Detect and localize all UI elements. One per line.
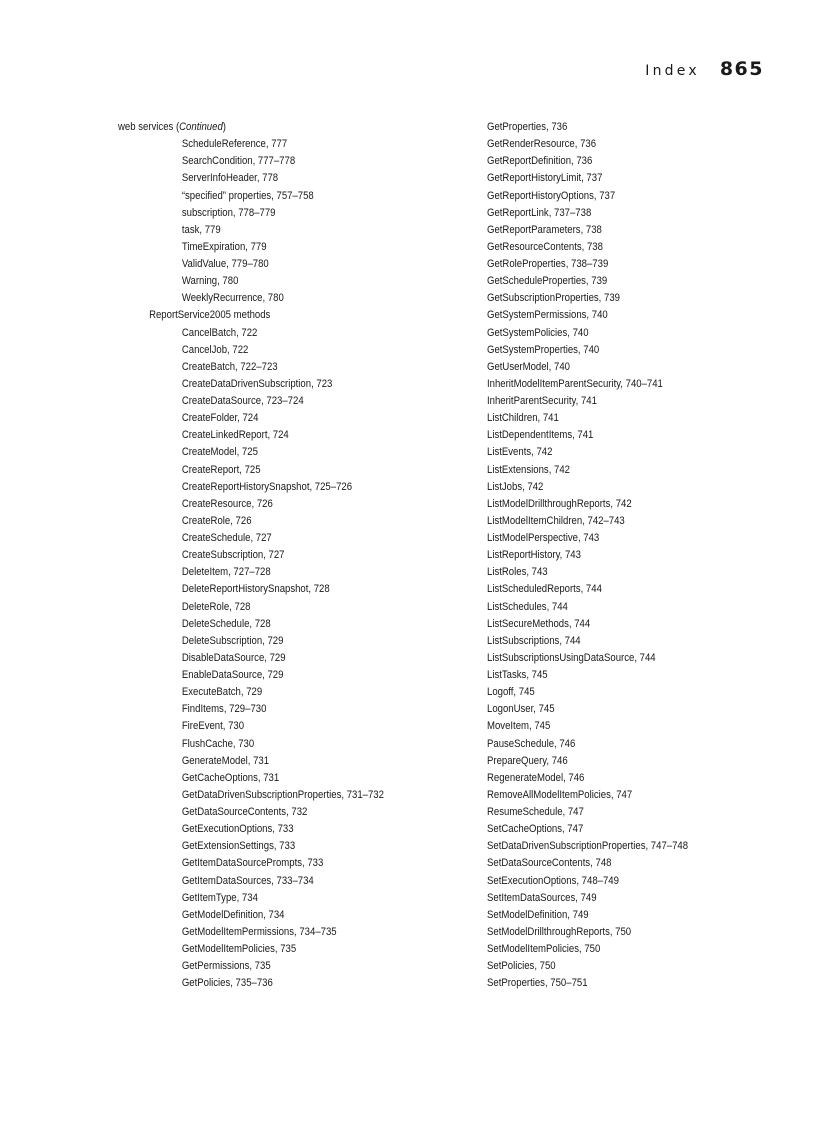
index-entry bbox=[487, 890, 688, 907]
entry-text: CreateReportHistorySnapshot, 725–726 bbox=[181, 480, 353, 493]
entry-text: DeleteItem, 727–728 bbox=[181, 566, 271, 579]
index-entry bbox=[118, 307, 384, 324]
index-entry bbox=[487, 513, 688, 530]
index-entry bbox=[118, 205, 384, 222]
entry-text: InheritModelItemParentSecurity, 740–741 bbox=[487, 377, 663, 390]
entry-text: CreateDataSource, 723–724 bbox=[181, 395, 304, 407]
entry-text: ListModelPerspective, 743 bbox=[487, 532, 600, 544]
index-entry bbox=[118, 958, 384, 975]
index-entry bbox=[118, 753, 384, 770]
index-entry bbox=[487, 170, 688, 187]
entry-text: SetDataSourceContents, 748 bbox=[487, 857, 612, 870]
entry-text: CancelJob, 722 bbox=[181, 343, 249, 356]
entry-text: GetExtensionSettings, 733 bbox=[181, 840, 296, 853]
index-entry bbox=[118, 804, 384, 821]
index-entry bbox=[118, 581, 384, 598]
entry-text: ListModelDrillthroughReports, 742 bbox=[487, 497, 632, 510]
entry-text: DeleteSubscription, 729 bbox=[181, 634, 284, 647]
entry-text: GetDataDrivenSubscriptionProperties, 731–732 bbox=[181, 788, 384, 801]
index-entry bbox=[487, 205, 688, 222]
index-entry bbox=[487, 530, 688, 547]
entry-text: GetReportHistoryOptions, 737 bbox=[487, 189, 616, 202]
continued-note: Continued bbox=[179, 121, 223, 133]
index-entry bbox=[487, 273, 688, 290]
index-entry bbox=[118, 222, 384, 239]
index-entry bbox=[487, 188, 688, 205]
entry-text: WeeklyRecurrence, 780 bbox=[181, 292, 284, 305]
index-entry bbox=[487, 462, 688, 479]
index-entry bbox=[118, 393, 384, 410]
entry-text: ListDependentItems, 741 bbox=[487, 429, 594, 442]
index-entry bbox=[118, 701, 384, 718]
entry-text: CreateSubscription, 727 bbox=[181, 549, 285, 562]
index-entry bbox=[487, 855, 688, 872]
index-entry bbox=[487, 153, 688, 170]
entry-text: ResumeSchedule, 747 bbox=[487, 806, 584, 818]
index-entry bbox=[118, 188, 384, 205]
index-entry bbox=[118, 873, 384, 890]
index-entry bbox=[487, 290, 688, 307]
entry-text: ListExtensions, 742 bbox=[487, 463, 570, 476]
index-entry bbox=[487, 975, 688, 992]
index-entry bbox=[118, 616, 384, 633]
running-header bbox=[645, 58, 764, 82]
index-entry bbox=[118, 821, 384, 838]
entry-text: ListModelItemChildren, 742–743 bbox=[487, 514, 625, 527]
entry-text: SetModelDrillthroughReports, 750 bbox=[487, 925, 632, 938]
entry-text: GetScheduleProperties, 739 bbox=[487, 275, 608, 288]
entry-text: PauseSchedule, 746 bbox=[487, 737, 576, 750]
entry-text: DisableDataSource, 729 bbox=[181, 651, 286, 664]
index-entry bbox=[118, 890, 384, 907]
index-entry bbox=[118, 907, 384, 924]
entry-text: SetModelItemPolicies, 750 bbox=[487, 943, 601, 955]
index-entry bbox=[487, 564, 688, 581]
entry-text: CreateModel, 725 bbox=[181, 446, 258, 459]
index-entry bbox=[487, 342, 688, 359]
entry-text: GetPermissions, 735 bbox=[181, 960, 271, 973]
entry-text: CreateResource, 726 bbox=[181, 497, 273, 510]
index-entry bbox=[487, 376, 688, 393]
entry-text: GetItemType, 734 bbox=[181, 891, 258, 904]
entry-text: CreateBatch, 722–723 bbox=[181, 360, 278, 373]
entry-text: SetProperties, 750–751 bbox=[487, 977, 588, 990]
index-entry bbox=[118, 513, 384, 530]
entry-text: ValidValue, 779–780 bbox=[181, 258, 269, 270]
entry-text: EnableDataSource, 729 bbox=[181, 669, 284, 681]
index-entry bbox=[487, 753, 688, 770]
entry-text: CreateFolder, 724 bbox=[181, 412, 259, 425]
entry-text: SetModelDefinition, 749 bbox=[487, 908, 589, 921]
entry-text: ListSubscriptions, 744 bbox=[487, 634, 581, 647]
entry-text: “specified” properties, 757–758 bbox=[181, 189, 314, 202]
index-entry bbox=[487, 958, 688, 975]
entry-text: SetCacheOptions, 747 bbox=[487, 823, 584, 836]
index-entry bbox=[487, 667, 688, 684]
entry-text: GetReportLink, 737–738 bbox=[487, 206, 592, 219]
index-entry bbox=[487, 427, 688, 444]
index-entry bbox=[118, 325, 384, 342]
index-entry bbox=[118, 770, 384, 787]
index-entry bbox=[487, 821, 688, 838]
entry-text: FlushCache, 730 bbox=[181, 737, 255, 750]
index-entry bbox=[118, 530, 384, 547]
entry-text: CreateLinkedReport, 724 bbox=[181, 429, 289, 442]
entry-text: InheritParentSecurity, 741 bbox=[487, 395, 597, 407]
index-entry bbox=[118, 787, 384, 804]
index-entry bbox=[487, 307, 688, 324]
index-entry bbox=[118, 633, 384, 650]
index-entry bbox=[118, 273, 384, 290]
index-entry bbox=[118, 239, 384, 256]
index-entry bbox=[118, 684, 384, 701]
entry-text: GetItemDataSources, 733–734 bbox=[181, 874, 314, 887]
entry-text: GetReportParameters, 738 bbox=[487, 223, 602, 236]
entry-text: ServerInfoHeader, 778 bbox=[181, 172, 279, 185]
index-column-right bbox=[487, 119, 688, 992]
entry-text: FireEvent, 730 bbox=[181, 720, 245, 733]
index-entry bbox=[118, 838, 384, 855]
index-entry bbox=[487, 873, 688, 890]
index-entry bbox=[487, 924, 688, 941]
entry-text: SetItemDataSources, 749 bbox=[487, 891, 597, 904]
entry-text: GetPolicies, 735–736 bbox=[181, 977, 273, 990]
index-entry bbox=[118, 855, 384, 872]
index-entry bbox=[487, 787, 688, 804]
index-entry bbox=[118, 941, 384, 958]
entry-text: GetSystemPolicies, 740 bbox=[487, 326, 589, 339]
index-entry bbox=[118, 599, 384, 616]
index-entry bbox=[118, 342, 384, 359]
entry-text: GetRoleProperties, 738–739 bbox=[487, 258, 609, 270]
index-entry bbox=[118, 376, 384, 393]
entry-text: SearchCondition, 777–778 bbox=[181, 155, 296, 168]
entry-text: GetModelItemPermissions, 734–735 bbox=[181, 925, 337, 938]
index-entry bbox=[487, 136, 688, 153]
section-label: Index bbox=[645, 63, 700, 79]
page-number: 865 bbox=[719, 58, 764, 80]
entry-text: SetPolicies, 750 bbox=[487, 960, 556, 973]
index-entry bbox=[118, 975, 384, 992]
index-entry bbox=[487, 239, 688, 256]
entry-text: SetDataDrivenSubscriptionProperties, 747–748 bbox=[487, 840, 689, 853]
index-entry bbox=[487, 359, 688, 376]
index-column-left bbox=[118, 119, 384, 992]
entry-text: web services ( bbox=[118, 121, 180, 133]
index-entry bbox=[118, 718, 384, 735]
entry-text: GetResourceContents, 738 bbox=[487, 240, 603, 253]
entry-text: MoveItem, 745 bbox=[487, 720, 551, 733]
entry-text: GetModelDefinition, 734 bbox=[181, 908, 285, 921]
index-entry bbox=[487, 496, 688, 513]
index-entry bbox=[118, 410, 384, 427]
entry-text: ListTasks, 745 bbox=[487, 669, 548, 681]
index-entry bbox=[118, 136, 384, 153]
entry-text: GetProperties, 736 bbox=[487, 121, 568, 133]
entry-text: GetSystemPermissions, 740 bbox=[487, 309, 608, 322]
entry-text: SetExecutionOptions, 748–749 bbox=[487, 874, 619, 887]
entry-text: ListJobs, 742 bbox=[487, 480, 544, 493]
entry-text: GenerateModel, 731 bbox=[181, 754, 270, 767]
index-entry bbox=[487, 718, 688, 735]
index-entry bbox=[118, 153, 384, 170]
entry-text: RegenerateModel, 746 bbox=[487, 771, 585, 784]
index-entry bbox=[487, 599, 688, 616]
entry-text: GetCacheOptions, 731 bbox=[181, 771, 280, 784]
index-entry bbox=[487, 701, 688, 718]
index-entry bbox=[487, 547, 688, 564]
entry-text: task, 779 bbox=[181, 223, 221, 236]
index-entry bbox=[118, 444, 384, 461]
entry-text: RemoveAllModelItemPolicies, 747 bbox=[487, 788, 633, 801]
index-entry bbox=[118, 564, 384, 581]
entry-text: ListSchedules, 744 bbox=[487, 600, 568, 613]
index-entry bbox=[487, 907, 688, 924]
index-entry bbox=[118, 479, 384, 496]
index-entry bbox=[487, 325, 688, 342]
index-entry bbox=[118, 256, 384, 273]
index-entry bbox=[118, 427, 384, 444]
entry-text: ListReportHistory, 743 bbox=[487, 549, 581, 562]
entry-text: ListSecureMethods, 744 bbox=[487, 617, 591, 630]
entry-text: CreateSchedule, 727 bbox=[181, 532, 272, 544]
index-entry bbox=[487, 633, 688, 650]
entry-text-tail: ) bbox=[222, 121, 226, 133]
index-entry bbox=[487, 256, 688, 273]
index-entry bbox=[118, 496, 384, 513]
entry-text: GetUserModel, 740 bbox=[487, 360, 570, 373]
index-entry bbox=[487, 393, 688, 410]
index-entry bbox=[118, 359, 384, 376]
entry-text: Logoff, 745 bbox=[487, 686, 535, 699]
entry-text: ListChildren, 741 bbox=[487, 412, 559, 425]
entry-text: GetItemDataSourcePrompts, 733 bbox=[181, 857, 324, 870]
entry-text: PrepareQuery, 746 bbox=[487, 754, 568, 767]
index-entry bbox=[487, 941, 688, 958]
index-entry bbox=[118, 290, 384, 307]
entry-text: LogonUser, 745 bbox=[487, 703, 555, 716]
entry-text: GetExecutionOptions, 733 bbox=[181, 823, 294, 836]
index-entry bbox=[118, 170, 384, 187]
index-entry bbox=[487, 410, 688, 427]
entry-text: CreateDataDrivenSubscription, 723 bbox=[181, 377, 333, 390]
entry-text: ListSubscriptionsUsingDataSource, 744 bbox=[487, 651, 656, 664]
index-entry bbox=[487, 119, 688, 136]
entry-text: GetReportHistoryLimit, 737 bbox=[487, 172, 603, 185]
index-entry bbox=[487, 804, 688, 821]
entry-text: GetReportDefinition, 736 bbox=[487, 155, 593, 168]
entry-text: ListEvents, 742 bbox=[487, 446, 553, 459]
index-entry bbox=[118, 119, 384, 136]
entry-text: ListRoles, 743 bbox=[487, 566, 548, 579]
index-entry bbox=[118, 650, 384, 667]
entry-text: TimeExpiration, 779 bbox=[181, 240, 267, 253]
entry-text: CancelBatch, 722 bbox=[181, 326, 258, 339]
index-entry bbox=[487, 770, 688, 787]
index-entry bbox=[118, 667, 384, 684]
entry-text: ExecuteBatch, 729 bbox=[181, 686, 263, 699]
index-entry bbox=[118, 547, 384, 564]
index-entry bbox=[487, 616, 688, 633]
entry-text: ScheduleReference, 777 bbox=[181, 138, 288, 151]
index-entry bbox=[118, 736, 384, 753]
entry-text: FindItems, 729–730 bbox=[181, 703, 267, 716]
entry-text: CreateReport, 725 bbox=[181, 463, 261, 476]
entry-text: DeleteRole, 728 bbox=[181, 600, 251, 613]
entry-text: CreateRole, 726 bbox=[181, 514, 252, 527]
entry-text: GetSystemProperties, 740 bbox=[487, 343, 600, 356]
entry-text: GetRenderResource, 736 bbox=[487, 138, 597, 151]
index-entry bbox=[487, 222, 688, 239]
index-entry bbox=[487, 479, 688, 496]
entry-text: DeleteSchedule, 728 bbox=[181, 617, 271, 630]
entry-text: GetSubscriptionProperties, 739 bbox=[487, 292, 620, 305]
entry-text: DeleteReportHistorySnapshot, 728 bbox=[181, 583, 330, 596]
index-entry bbox=[487, 581, 688, 598]
index-entry bbox=[118, 462, 384, 479]
entry-text: ReportService2005 methods bbox=[149, 309, 271, 322]
entry-text: ListScheduledReports, 744 bbox=[487, 583, 602, 596]
index-entry bbox=[487, 838, 688, 855]
index-entry bbox=[487, 684, 688, 701]
entry-text: GetModelItemPolicies, 735 bbox=[181, 943, 297, 955]
entry-text: Warning, 780 bbox=[181, 275, 239, 288]
index-entry bbox=[487, 444, 688, 461]
entry-text: GetDataSourceContents, 732 bbox=[181, 806, 308, 818]
index-entry bbox=[487, 650, 688, 667]
index-entry bbox=[487, 736, 688, 753]
entry-text: subscription, 778–779 bbox=[181, 206, 276, 219]
index-entry bbox=[118, 924, 384, 941]
